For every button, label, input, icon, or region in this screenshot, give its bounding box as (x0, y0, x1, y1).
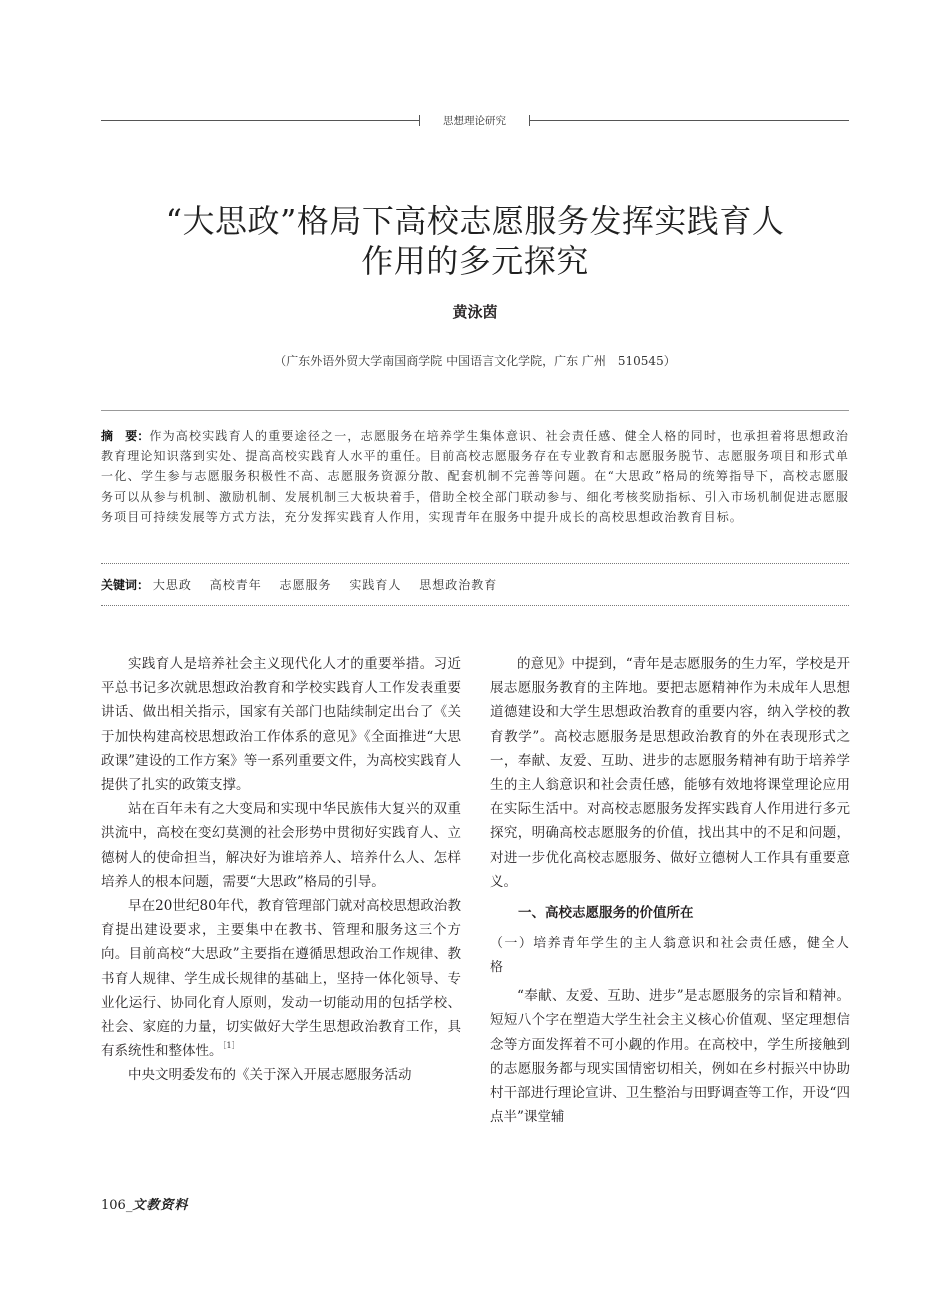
header-rule-right (529, 120, 849, 121)
citation-ref: ［1］ (222, 1041, 240, 1051)
page-footer: 106_文教资料 (101, 1198, 189, 1213)
article-title (60, 201, 890, 281)
paragraph-text: 早在20世纪80年代，教育管理部门就对高校思想政治教育提出建设要求，主要集中在教书、管理和服务这三个方向。目前高校“大思政”主要指在遵循思想政治工作规律、教书育人规律、学生成长规律的基础上，坚持一体化领导、专业化运行、协同化育人原则，发动一切能动用的包括学校、社会、家庭的力量，切实做好大学生思想政治教育工作，具有系统性和整体性。 (101, 898, 461, 1060)
keywords-divider (101, 605, 849, 606)
abstract-divider (101, 563, 849, 564)
title-line-1: “大思政”格局下高校志愿服务发挥实践育人 (165, 202, 785, 240)
journal-name: 文教资料 (132, 1198, 189, 1213)
title-line-2: 作用的多元探究 (361, 242, 589, 280)
subsection-heading: （一）培养青年学生的主人翁意识和社会责任感，健全人格 (490, 936, 850, 976)
running-header (101, 112, 849, 130)
paragraph: 的意见》中提到，“青年是志愿服务的生力军，学校是开展志愿服务教育的主阵地。要把志愿精神作为未成年人思想道德建设和大学生思想政治教育的重要内容，纳入学校的教育教学”。高校志愿服务是思想政治教育的外在表现形式之一，奉献、友爱、互助、进步的志愿服务精神有助于培养学生的主人翁意识和社会责任感，能够有效地将课堂理论应用在实际生活中。对高校志愿服务发挥实践育人作用进行多元探究，明确高校志愿服务的价值，找出其中的不足和问题，对进一步优化高校志愿服务、做好立德树人工作具有重要意义。 (490, 656, 850, 890)
body-column-right (490, 652, 850, 1129)
page-number: 106 (101, 1198, 126, 1213)
keyword: 志愿服务 (279, 578, 332, 592)
keywords-label: 关键词： (101, 578, 150, 592)
author-name: 黄泳茵 (452, 303, 498, 321)
paragraph: “奉献、友爱、互助、进步”是志愿服务的宗旨和精神。短短八个字在塑造大学生社会主义核心价值观、坚定理想信念等方面发挥着不可小觑的作用。在高校中，学生所接触到的志愿服务都与现实国情密切相关，例如在乡村振兴中协助村干部进行理论宣讲、卫生整治与田野调查等工作，开设“四点半”课堂辅 (490, 988, 850, 1126)
keyword: 大思政 (152, 578, 192, 592)
body-column-left (101, 652, 461, 1088)
section-label: 思想理论研究 (443, 115, 506, 127)
paragraph: 中央文明委发布的《关于深入开展志愿服务活动 (128, 1067, 412, 1084)
keyword: 思想政治教育 (419, 578, 498, 592)
paragraph: 实践育人是培养社会主义现代化人才的重要举措。习近平总书记多次就思想政治教育和学校实践育人工作发表重要讲话、做出相关指示，国家有关部门也陆续制定出台了《关于加快构建高校思想政治工作体系的意见》《全面推进“大思政课”建设的工作方案》等一系列重要文件，为高校实践育人提供了扎实的政策支撑。 (101, 656, 461, 794)
abstract (101, 426, 849, 527)
paragraph: 站在百年未有之大变局和实现中华民族伟大复兴的双重洪流中，高校在变幻莫测的社会形势中贯彻好实践育人、立德树人的使命担当，解决好为谁培养人、培养什么人、怎样培养人的根本问题，需要“大思政”格局的引导。 (101, 801, 461, 890)
abstract-text: 作为高校实践育人的重要途径之一，志愿服务在培养学生集体意识、社会责任感、健全人格的同时，也承担着将思想政治教育理论知识落到实处、提高高校实践育人水平的重任。目前高校志愿服务存在专业教育和志愿服务脱节、志愿服务项目和形式单一化、学生参与志愿服务积极性不高、志愿服务资源分散、配套机制不完善等问题。在“大思政”格局的统筹指导下，高校志愿服务可以从参与机制、激励机制、发展机制三大板块着手，借助全校全部门联动参与、细化考核奖励指标、引入市场机制促进志愿服务项目可持续发展等方式方法，充分发挥实践育人作用，实现青年在服务中提升成长的高校思想政治教育目标。 (101, 429, 849, 524)
abstract-label: 摘 要： (101, 429, 150, 443)
keyword: 实践育人 (349, 578, 402, 592)
header-rule-left (101, 120, 419, 121)
keyword: 高校青年 (209, 578, 262, 592)
keywords (101, 576, 849, 594)
paragraph (101, 894, 461, 1063)
author-affiliation: （广东外语外贸大学南国商学院 中国语言文化学院，广东 广州 510545） (274, 354, 676, 368)
abstract-top-rule (101, 410, 849, 411)
section-heading: 一、高校志愿服务的价值所在 (518, 905, 694, 922)
